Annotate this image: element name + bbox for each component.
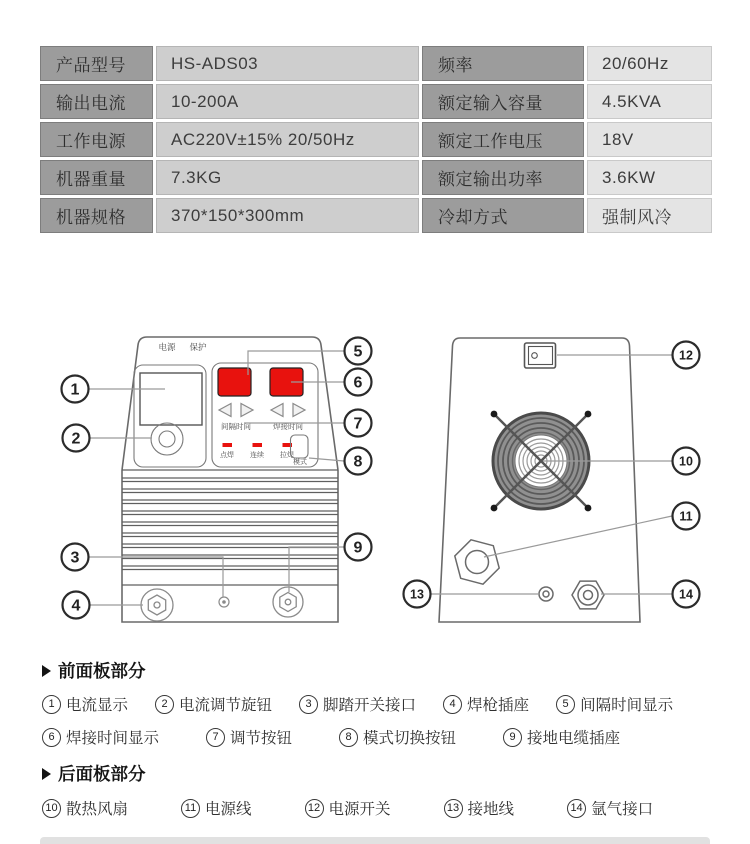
legend-item: 14 氩气接口 xyxy=(567,797,653,819)
spec-value: 370*150*300mm xyxy=(156,198,419,233)
legend-number-circle: 8 xyxy=(339,728,358,747)
legend-number-circle: 5 xyxy=(556,695,575,714)
legend-item: 1 电流显示 xyxy=(42,693,128,715)
legend-number-circle: 3 xyxy=(299,695,318,714)
svg-text:8: 8 xyxy=(353,453,363,471)
svg-text:14: 14 xyxy=(679,587,693,602)
legend-item: 4 焊枪插座 xyxy=(443,693,529,715)
power-indicator-label: 电源 xyxy=(158,342,176,352)
callout-10 xyxy=(673,448,700,475)
back-legend-row xyxy=(42,797,720,819)
spec-label: 机器规格 xyxy=(40,198,153,233)
callout-12 xyxy=(673,342,700,369)
spec-value: 3.6KW xyxy=(587,160,712,195)
spec-label: 输出电流 xyxy=(40,84,153,119)
legend-item: 6 焊接时间显示 xyxy=(42,726,159,748)
spec-label: 频率 xyxy=(422,46,584,81)
interval-time-label: 间隔时间 xyxy=(221,422,251,431)
back-section-title-text: 后面板部分 xyxy=(58,764,146,784)
interval-up-button xyxy=(241,404,253,417)
svg-text:6: 6 xyxy=(353,374,363,392)
callout-1 xyxy=(62,376,89,403)
heat-sink-fins xyxy=(122,470,338,585)
spec-value: HS-ADS03 xyxy=(156,46,419,81)
spec-label: 产品型号 xyxy=(40,46,153,81)
ground-terminal xyxy=(539,587,553,601)
legend-item: 13 接地线 xyxy=(444,797,515,819)
spec-value: 10-200A xyxy=(156,84,419,119)
front-legend-row-1 xyxy=(42,693,720,715)
svg-text:3: 3 xyxy=(70,549,80,567)
spec-label: 额定输出功率 xyxy=(422,160,584,195)
callout-14 xyxy=(673,581,700,608)
svg-text:11: 11 xyxy=(679,509,693,524)
mode-button-label: 模式 xyxy=(293,459,307,466)
callout-6 xyxy=(345,369,372,396)
legend-number-circle: 9 xyxy=(503,728,522,747)
power-switch xyxy=(525,343,556,368)
svg-text:13: 13 xyxy=(410,587,424,602)
legend xyxy=(42,658,720,819)
interval-time-display xyxy=(218,368,251,396)
svg-text:7: 7 xyxy=(353,415,363,433)
legend-item: 12 电源开关 xyxy=(305,797,391,819)
drag-weld-label: 拉焊 xyxy=(280,452,294,459)
legend-item: 2 电流调节旋钮 xyxy=(155,693,272,715)
spec-value: 20/60Hz xyxy=(587,46,712,81)
svg-text:9: 9 xyxy=(353,539,363,557)
front-legend-row-2 xyxy=(42,726,720,748)
callout-13 xyxy=(404,581,431,608)
front-panel-section-title xyxy=(42,658,720,683)
legend-number-circle: 14 xyxy=(567,799,586,818)
legend-number-circle: 10 xyxy=(42,799,61,818)
spec-value: AC220V±15% 20/50Hz xyxy=(156,122,419,157)
front-view xyxy=(122,337,338,622)
section-arrow-icon xyxy=(42,768,51,780)
weld-down-button xyxy=(271,404,283,417)
spec-table xyxy=(40,46,712,233)
legend-number-circle: 2 xyxy=(155,695,174,714)
argon-gas-inlet xyxy=(572,581,604,609)
spec-value: 强制风冷 xyxy=(587,198,712,233)
mode-indicator-leds xyxy=(223,443,293,447)
back-view xyxy=(439,338,640,622)
current-knob xyxy=(151,423,183,455)
front-section-title-text: 前面板部分 xyxy=(58,661,146,681)
svg-text:10: 10 xyxy=(679,454,693,469)
spec-value: 18V xyxy=(587,122,712,157)
legend-item: 5 间隔时间显示 xyxy=(556,693,673,715)
power-cord-gland xyxy=(455,540,499,584)
spot-weld-label: 点焊 xyxy=(220,452,234,459)
legend-item: 10 散热风扇 xyxy=(42,797,128,819)
weld-time-label: 焊接时间 xyxy=(273,422,303,431)
adjust-buttons xyxy=(219,404,305,417)
legend-item: 7 调节按钮 xyxy=(206,726,292,748)
callout-2 xyxy=(63,425,90,452)
legend-number-circle: 4 xyxy=(443,695,462,714)
callout-11 xyxy=(673,503,700,530)
callout-4 xyxy=(63,592,90,619)
callout-9 xyxy=(345,534,372,561)
legend-item: 8 模式切换按钮 xyxy=(339,726,456,748)
next-section-edge xyxy=(40,837,710,844)
spec-label: 工作电源 xyxy=(40,122,153,157)
legend-number-circle: 11 xyxy=(181,799,200,818)
svg-text:1: 1 xyxy=(70,381,80,399)
machine-diagrams xyxy=(0,325,750,655)
callout-5 xyxy=(345,338,372,365)
svg-text:2: 2 xyxy=(71,430,81,448)
callout-8 xyxy=(345,448,372,475)
legend-item: 3 脚踏开关接口 xyxy=(299,693,416,715)
callout-3 xyxy=(62,544,89,571)
legend-number-circle: 7 xyxy=(206,728,225,747)
weld-up-button xyxy=(293,404,305,417)
protection-indicator-label: 保护 xyxy=(189,342,207,352)
legend-number-circle: 12 xyxy=(305,799,324,818)
back-panel-section-title xyxy=(42,761,720,786)
ground-cable-socket xyxy=(273,587,303,617)
spec-label: 机器重量 xyxy=(40,160,153,195)
callout-7 xyxy=(345,410,372,437)
svg-text:12: 12 xyxy=(679,348,693,363)
legend-number-circle: 1 xyxy=(42,695,61,714)
svg-text:5: 5 xyxy=(353,343,363,361)
svg-text:4: 4 xyxy=(71,597,81,615)
interval-down-button xyxy=(219,404,231,417)
foot-pedal-port xyxy=(219,597,229,607)
spec-label: 额定输入容量 xyxy=(422,84,584,119)
spec-value: 7.3KG xyxy=(156,160,419,195)
section-arrow-icon xyxy=(42,665,51,677)
spec-label: 额定工作电压 xyxy=(422,122,584,157)
torch-socket xyxy=(141,589,173,621)
spec-value: 4.5KVA xyxy=(587,84,712,119)
spec-label: 冷却方式 xyxy=(422,198,584,233)
legend-item: 9 接地电缆插座 xyxy=(503,726,620,748)
legend-item: 11 电源线 xyxy=(181,797,252,819)
current-display xyxy=(140,373,202,425)
legend-number-circle: 6 xyxy=(42,728,61,747)
legend-number-circle: 13 xyxy=(444,799,463,818)
continuous-label: 连续 xyxy=(250,452,264,459)
